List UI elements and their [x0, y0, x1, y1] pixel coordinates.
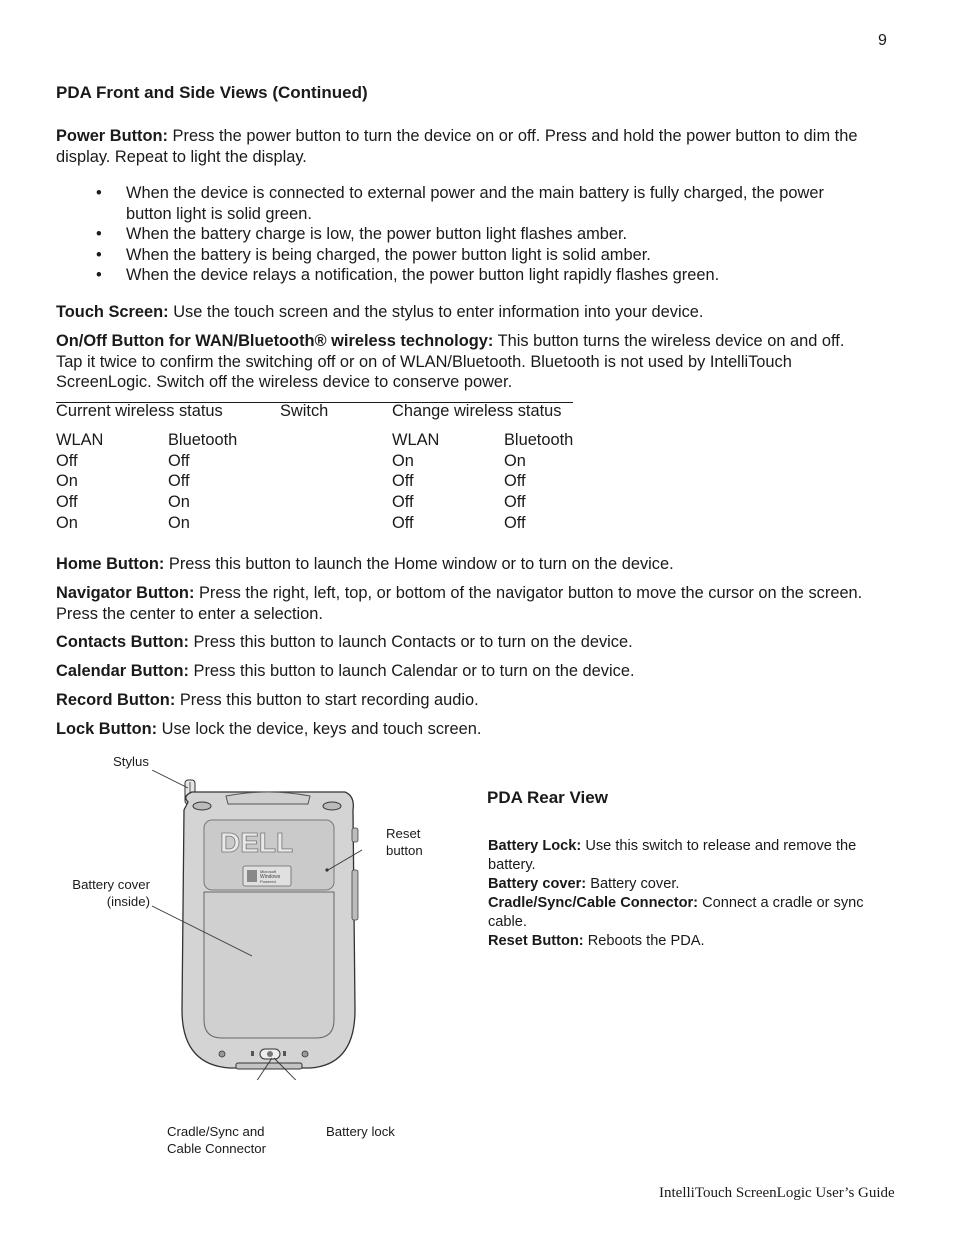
page-number: 9 — [878, 32, 887, 49]
touch-screen-label: Touch Screen: — [56, 303, 169, 321]
table-cell: Off — [392, 493, 414, 511]
table-subheader: WLAN — [56, 431, 104, 449]
bullet-text-2: button light is solid green. — [126, 204, 312, 223]
cradle-connector-label — [167, 1123, 266, 1157]
wireless-paragraph — [56, 331, 901, 393]
reset-label-line-2: button — [386, 843, 423, 858]
table-cell: On — [168, 493, 190, 511]
pda-rear-illustration — [140, 770, 370, 1080]
battery-lock-text-2: battery. — [488, 857, 536, 873]
contacts-button-text: Press this button to launch Contacts or to turn on the device. — [188, 633, 633, 651]
table-cell: Off — [504, 493, 526, 511]
table-cell: Off — [56, 493, 78, 511]
list-item — [56, 245, 901, 266]
battery-lock-text: Use this switch to release and remove the — [581, 838, 857, 854]
battery-cover-term: Battery cover: — [488, 876, 587, 892]
battery-cover-text: Battery cover. — [586, 876, 680, 892]
bullet-text: When the device is connected to external power and the main battery is fully charged, the power — [126, 184, 824, 202]
wireless-text-2: Tap it twice to confirm the switching off or on of WLAN/Bluetooth. Bluetooth is not used by IntelliTouch — [56, 352, 792, 371]
table-cell: On — [504, 452, 526, 470]
contacts-button-paragraph — [56, 632, 901, 653]
home-button-text: Press this button to launch the Home window or to turn on the device. — [164, 555, 674, 573]
reset-button-label — [386, 825, 423, 859]
cradle-label-line-1: Cradle/Sync and — [167, 1124, 265, 1139]
power-button-text-2: display. Repeat to light the display. — [56, 147, 307, 166]
table-header: Switch — [280, 402, 329, 420]
table-cell: Off — [504, 514, 526, 532]
stylus-label: Stylus — [113, 754, 149, 769]
calendar-button-text: Press this button to launch Calendar or to turn on the device. — [188, 662, 635, 680]
rear-view-descriptions — [488, 837, 888, 951]
battery-cover-label-line-2: (inside) — [106, 894, 150, 909]
table-subheader: WLAN — [392, 431, 440, 449]
battery-cover — [204, 892, 334, 1038]
wireless-text-3: ScreenLogic. Switch off the wireless device to conserve power. — [56, 373, 513, 391]
navigator-button-text: Press the right, left, top, or bottom of the navigator button to move the cursor on the screen. — [194, 584, 863, 602]
lock-button-label: Lock Button: — [56, 720, 158, 738]
battery-lock-term: Battery Lock: — [488, 838, 582, 854]
svg-text:Windows: Windows — [260, 874, 281, 880]
reset-label-line-1: Reset — [386, 826, 421, 841]
page-footer: IntelliTouch ScreenLogic User’s Guide — [659, 1185, 895, 1201]
battery-cover-label-line-1: Battery cover — [72, 877, 150, 892]
cradle-label-line-2: Cable Connector — [167, 1141, 266, 1156]
lock-button-text: Use lock the device, keys and touch screen. — [157, 720, 482, 738]
svg-text:Microsoft: Microsoft — [260, 869, 277, 874]
reset-text: Reboots the PDA. — [583, 933, 705, 949]
cradle-term: Cradle/Sync/Cable Connector: — [488, 895, 699, 911]
contacts-button-label: Contacts Button: — [56, 633, 189, 651]
reset-term: Reset Button: — [488, 933, 584, 949]
navigator-button-text-2: Press the center to enter a selection. — [56, 604, 323, 623]
lock-button-paragraph — [56, 719, 901, 740]
table-cell: Off — [392, 472, 414, 490]
list-item — [56, 224, 901, 245]
power-light-bullet-list — [56, 183, 901, 286]
table-cell: Off — [168, 472, 190, 490]
table-subheader: Bluetooth — [168, 431, 238, 449]
bullet-glyph: • — [96, 225, 102, 243]
table-cell: Off — [392, 514, 414, 532]
touch-screen-text: Use the touch screen and the stylus to enter information into your device. — [168, 303, 704, 321]
bullet-glyph: • — [96, 184, 102, 202]
bullet-text: When the device relays a notification, the power button light rapidly flashes green. — [126, 266, 720, 284]
wireless-label: On/Off Button for WAN/Bluetooth® wireless technology: — [56, 332, 494, 350]
bullet-text: When the battery charge is low, the power button light flashes amber. — [126, 225, 628, 243]
windows-badge — [243, 866, 291, 886]
section-title: PDA Front and Side Views (Continued) — [56, 83, 368, 102]
calendar-button-paragraph — [56, 661, 901, 682]
table-cell: On — [56, 472, 78, 490]
table-cell: On — [392, 452, 414, 470]
cradle-connector — [236, 1063, 302, 1069]
navigator-button-label: Navigator Button: — [56, 584, 195, 602]
navigator-button-paragraph — [56, 583, 901, 624]
calendar-button-label: Calendar Button: — [56, 662, 189, 680]
list-item — [56, 183, 901, 224]
power-button-paragraph — [56, 126, 901, 167]
power-button-text: Press the power button to turn the device on or off. Press and hold the power button to dim the — [168, 127, 858, 145]
table-subheader: Bluetooth — [504, 431, 574, 449]
dell-logo: DELL — [220, 827, 294, 858]
home-button-label: Home Button: — [56, 555, 165, 573]
rear-view-title: PDA Rear View — [487, 788, 608, 807]
home-button-paragraph — [56, 554, 901, 575]
table-header: Current wireless status — [56, 402, 223, 420]
table-cell: On — [56, 514, 78, 532]
record-button-text: Press this button to start recording audio. — [175, 691, 479, 709]
bullet-text: When the battery is being charged, the power button light is solid amber. — [126, 245, 651, 264]
record-button-label: Record Button: — [56, 691, 176, 709]
record-button-paragraph — [56, 690, 901, 711]
table-cell: On — [168, 514, 190, 532]
bullet-glyph: • — [96, 245, 102, 264]
battery-cover-label — [64, 876, 150, 910]
table-cell: Off — [56, 452, 78, 470]
power-button-label: Power Button: — [56, 127, 168, 145]
table-cell: Off — [504, 472, 526, 490]
svg-text:Powered: Powered — [260, 879, 276, 884]
list-item — [56, 265, 901, 286]
cradle-text-2: cable. — [488, 914, 527, 930]
table-header: Change wireless status — [392, 402, 562, 420]
touch-screen-paragraph — [56, 302, 901, 323]
cradle-text: Connect a cradle or sync — [698, 895, 864, 911]
bullet-glyph: • — [96, 266, 102, 284]
battery-lock-label: Battery lock — [326, 1124, 395, 1139]
table-cell: Off — [168, 452, 190, 470]
wireless-text: This button turns the wireless device on and off. — [493, 332, 845, 350]
